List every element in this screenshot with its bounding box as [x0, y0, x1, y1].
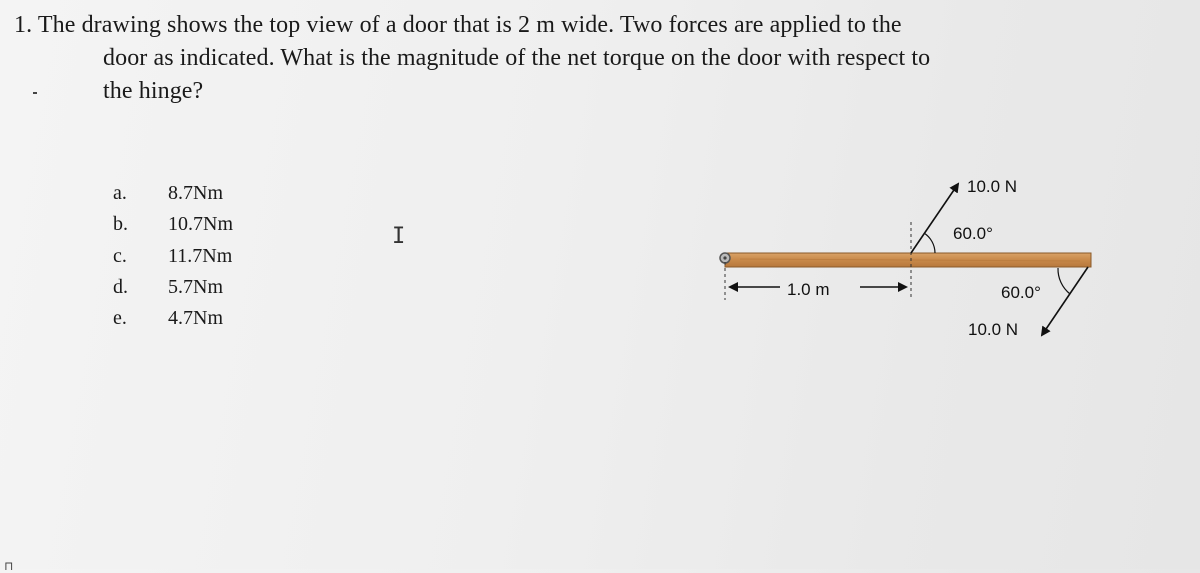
text-cursor-icon: I	[392, 224, 406, 249]
option-letter: a.	[113, 182, 127, 204]
option-letter: b.	[113, 213, 128, 235]
option-value: 10.7Nm	[168, 213, 233, 235]
force-top-arrow	[911, 184, 958, 253]
option-value: 8.7Nm	[168, 182, 223, 204]
question-line-3: the hinge?	[103, 78, 204, 104]
corner-glyph-icon: ⊓	[4, 559, 14, 573]
option-value: 4.7Nm	[168, 307, 223, 329]
angle-bottom-arc	[1058, 268, 1070, 294]
angle-bottom-label: 60.0°	[1001, 283, 1041, 302]
hinge-pin	[723, 256, 726, 259]
option-value: 11.7Nm	[168, 245, 233, 267]
angle-top-arc	[924, 233, 935, 253]
force-top-label: 10.0 N	[967, 177, 1018, 196]
question-line-1: 1. The drawing shows the top view of a door that is 2 m wide. Two forces are applied to the	[14, 12, 902, 38]
option-letter: d.	[113, 276, 128, 298]
distance-label: 1.0 m	[787, 280, 830, 299]
force-bottom-label: 10.0 N	[968, 320, 1019, 339]
option-value: 5.7Nm	[168, 276, 223, 298]
option-letter: e.	[113, 307, 127, 329]
force-bottom-arrow	[1042, 267, 1088, 335]
angle-top-label: 60.0°	[953, 224, 993, 243]
option-letter: c.	[113, 245, 127, 267]
question-line-2: door as indicated. What is the magnitude of the net torque on the door with respect to	[103, 45, 931, 71]
